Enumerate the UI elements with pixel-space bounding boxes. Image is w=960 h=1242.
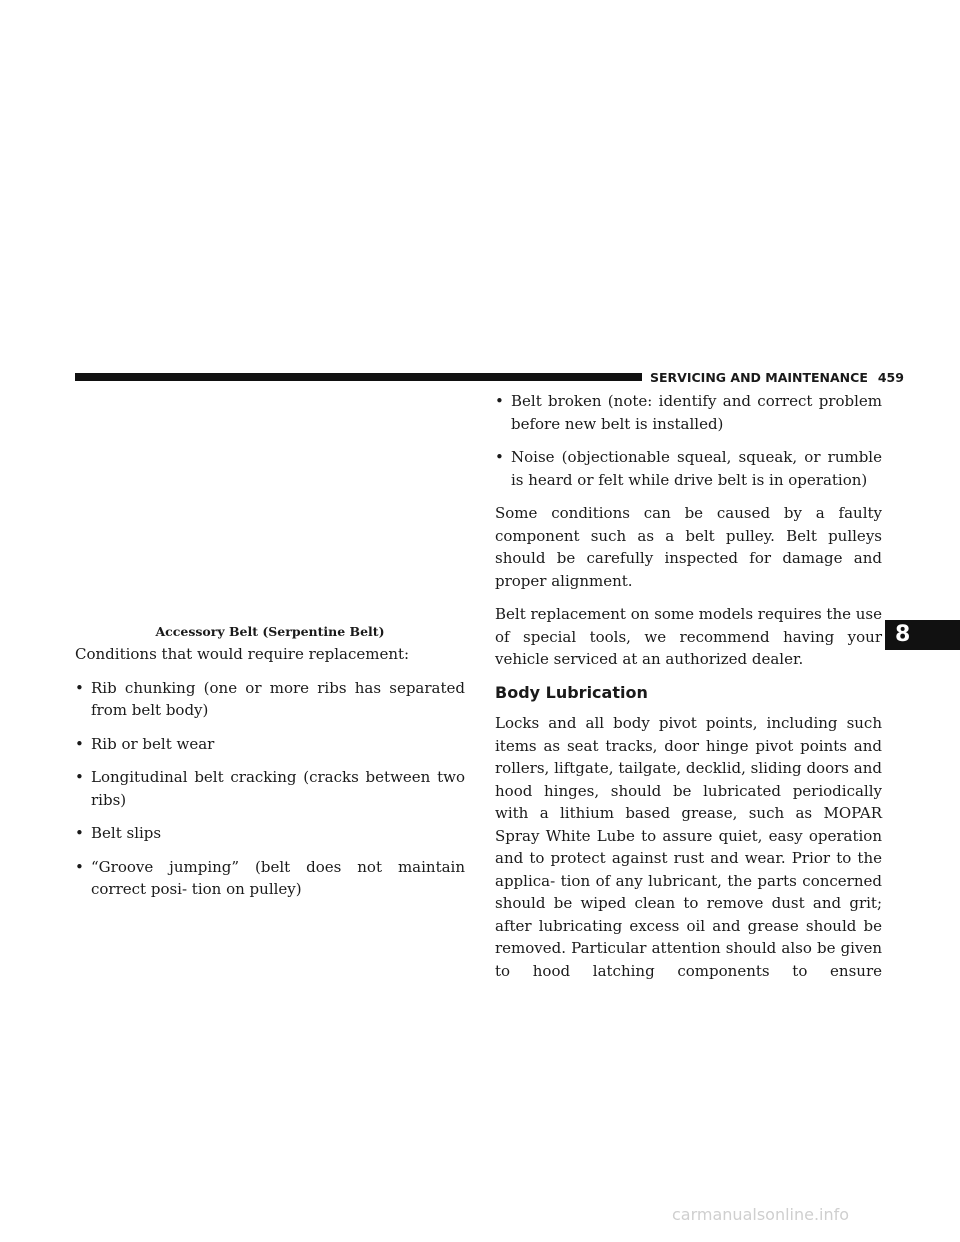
- section-heading: Body Lubrication: [495, 682, 648, 702]
- list-item: [495, 390, 882, 435]
- bullet-icon: •: [75, 857, 84, 876]
- bullet-icon: •: [495, 448, 504, 466]
- section-title: SERVICING AND MAINTENANCE: [650, 370, 868, 385]
- list-item: [495, 446, 882, 491]
- body-lubrication-text: Locks and all body pivot points, including such items as seat tracks, door hinge pivot points and rollers, liftgate, tailgate, decklid, sliding doors and hood hinges, should be lubricated periodically with a lithium based grease, such as MOPAR Spray White Lube to assure quiet, easy operation and to protect against rust and wear. Prior to the applica- tion of any lubricant, the parts concerned should be wiped clean to remove dust and grit; after lubricating excess oil and grease should be removed. Particular attention should also be given to hood latching components to ensure: [495, 714, 882, 980]
- watermark: carmanualsonline.info: [672, 1205, 850, 1224]
- paragraph: Belt replacement on some models requires the use of special tools, we recommend having your vehicle serviced at an authorized dealer.: [495, 605, 882, 668]
- chapter-number: 8: [895, 622, 911, 647]
- bullet-icon: •: [75, 678, 84, 697]
- list-item: [75, 822, 465, 845]
- bullet-icon: •: [75, 824, 84, 842]
- conditions-list-continued: [495, 390, 882, 491]
- chapter-tab: [885, 620, 960, 650]
- paragraph: Some conditions can be caused by a faulty component such as a belt pulley. Belt pulleys should be carefully inspected for damage and proper alignment.: [495, 504, 882, 590]
- list-item-text: Belt broken (note: identify and correct problem before new belt is installed): [511, 392, 882, 433]
- list-item-text: Noise (objectionable squeal, squeak, or rumble is heard or felt while drive belt is in operation): [511, 448, 882, 489]
- page-number: 459: [877, 370, 904, 385]
- header-rule: [75, 373, 642, 381]
- left-column: [75, 643, 465, 912]
- bullet-icon: •: [495, 392, 504, 410]
- list-item: [75, 766, 465, 811]
- list-item-text: Belt slips: [91, 824, 162, 842]
- list-item: [75, 677, 465, 722]
- list-item-text: Rib or belt wear: [91, 734, 215, 753]
- list-item-text: Longitudinal belt cracking (cracks between two ribs): [91, 768, 465, 809]
- figure-caption: Accessory Belt (Serpentine Belt): [155, 624, 385, 639]
- running-head: [650, 370, 904, 385]
- right-column: [495, 390, 882, 993]
- bullet-icon: •: [75, 768, 84, 786]
- conditions-intro: Conditions that would require replacement:: [75, 645, 410, 663]
- list-item-text: Rib chunking (one or more ribs has separated from belt body): [91, 678, 465, 719]
- figure-image-area: [75, 392, 465, 618]
- conditions-list: [75, 677, 465, 901]
- list-item-text: “Groove jumping” (belt does not maintain correct posi- tion on pulley): [91, 857, 465, 898]
- bullet-icon: •: [75, 734, 84, 753]
- list-item: [75, 856, 465, 901]
- list-item: [75, 733, 465, 756]
